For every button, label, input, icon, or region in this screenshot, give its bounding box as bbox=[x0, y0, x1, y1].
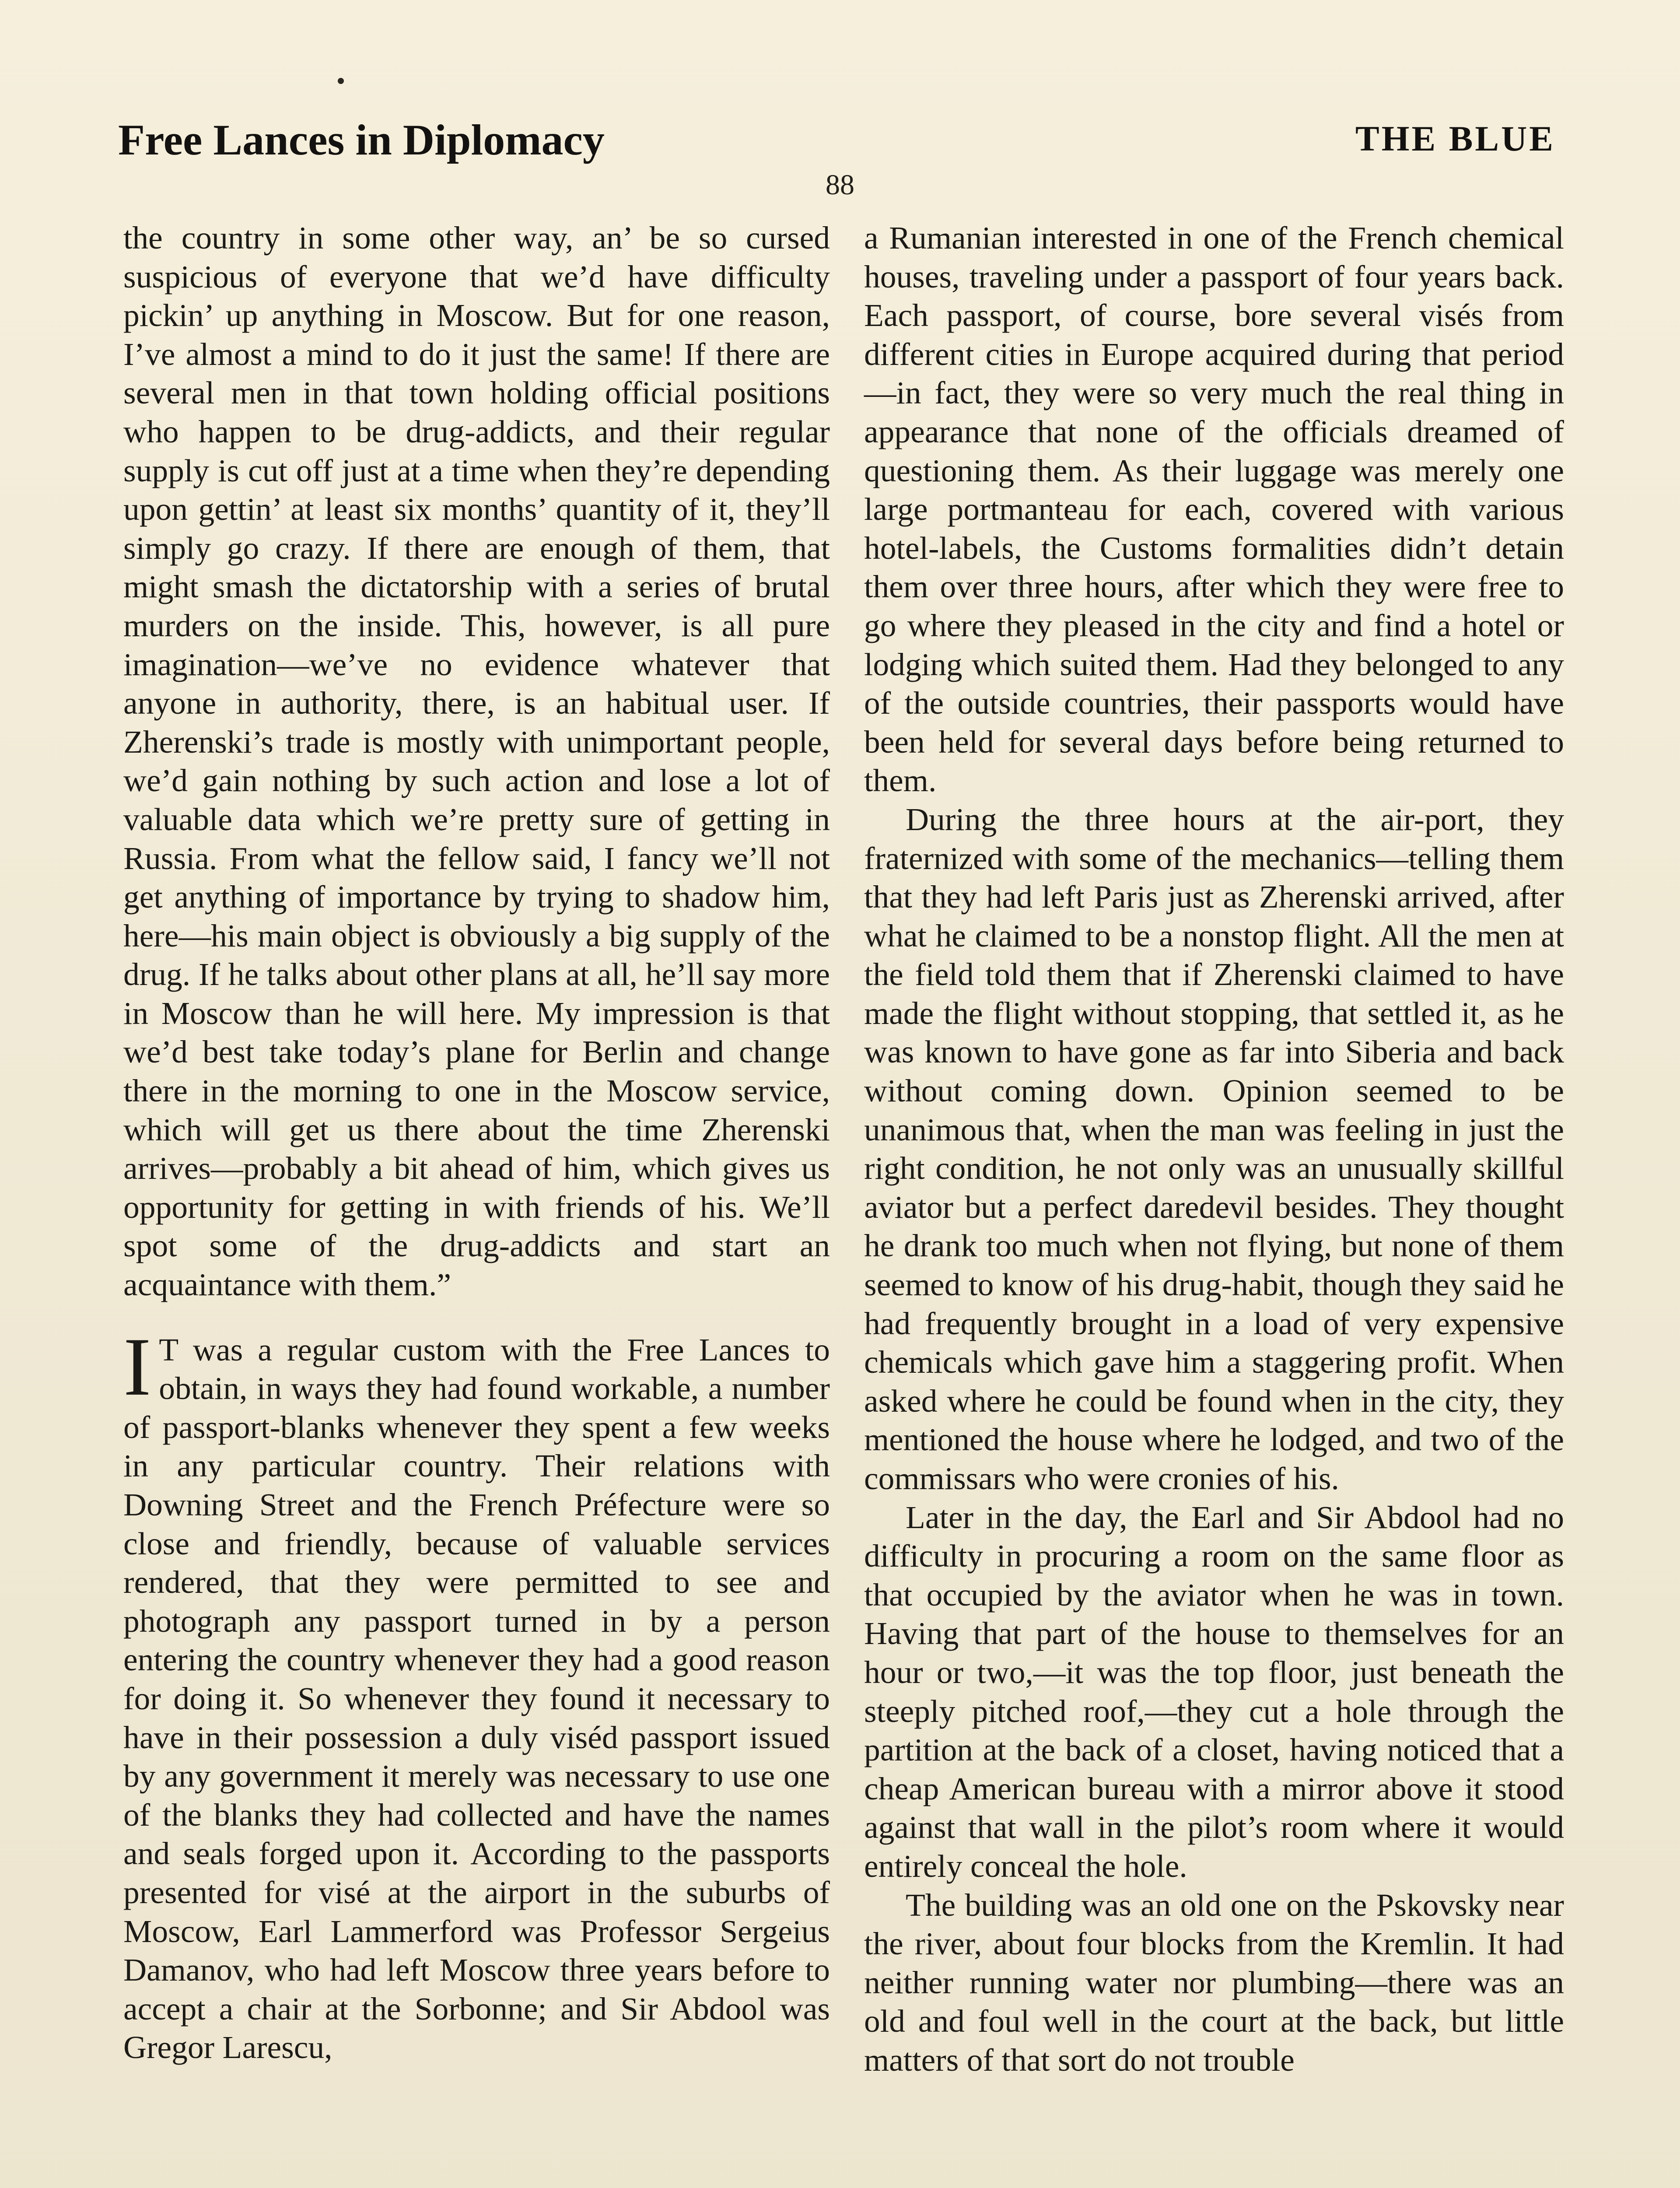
paragraph: the country in some other way, an’ be so cursed suspicious of everyone that we’d have difficulty pickin’ up anything in Moscow. But for one reason, I’ve almost a mind to do it just the same! If there are several men in that town holding official positions who happen to be drug-addicts, and their regular supply is cut off just at a time when they’re depending upon gettin’ at least six months’ quantity of it, they’ll simply go crazy. If there are enough of them, that might smash the dictatorship with a series of brutal murders on the inside. This, however, is all pure imagination—we’ve no evidence whatever that anyone in authority, there, is an habitual user. If Zherenski’s trade is mostly with unimportant people, we’d gain nothing by such action and lose a lot of valuable data which we’re pretty sure of getting in Russia. From what the fellow said, I fancy we’ll not get anything of importance by trying to shadow him, here—his main object is obviously a big supply of the drug. If he talks about other plans at all, he’ll say more in Moscow than he will here. My impression is that we’d best take today’s plane for Berlin and change there in the morning to one in the Moscow service, which will get us there about the time Zherenski arrives—probably a bit ahead of him, which gives us opportunity for getting in with friends of his. We’ll spot some of the drug-addicts and start an acquaintance with them.” bbox=[123, 220, 830, 1303]
paragraph: Later in the day, the Earl and Sir Abdool had no difficulty in procuring a room on the same floor as that occupied by the aviator when he was in town. Having that part of the house to themselves for an hour or two,—it was the top floor, just beneath the steeply pitched roof,—they cut a hole through the partition at the back of a closet, having noticed that a cheap American bureau with a mirror above it stood against that wall in the pilot’s room where it would entirely conceal the hole. bbox=[864, 1499, 1564, 1884]
right-column bbox=[864, 219, 1564, 2080]
left-column bbox=[123, 219, 830, 2067]
ink-dot bbox=[338, 78, 344, 84]
magazine-name: THE BLUE bbox=[1355, 119, 1555, 158]
paragraph: During the three hours at the air-port, they fraternized with some of the mechanics—telling them that they had left Paris just as Zherenski arrived, after what he claimed to be a nonstop flight. All the men at the field told them that if Zherenski claimed to have made the flight without stopping, that settled it, as he was known to have gone as far into Siberia and back without coming down. Opinion seemed to be unanimous that, when the man was feeling in just the right condition, he not only was an unusually skillful aviator but a perfect daredevil besides. They thought he drank too much when not flying, but none of them seemed to know of his drug-habit, though they said he had frequently brought in a load of very expensive chemicals which gave him a staggering profit. When asked where he could be found when in the city, they mentioned the house where he lodged, and two of the commissars who were cronies of his. bbox=[864, 801, 1564, 1496]
page-number: 88 bbox=[826, 169, 854, 201]
story-title: Free Lances in Diplomacy bbox=[118, 116, 605, 164]
section-break bbox=[123, 1304, 830, 1331]
paragraph-dropcap: IT was a regular custom with the Free Lances to obtain, in ways they had found workable, a number of passport-blanks whenever they spent a few weeks in any particular country. Their relations with Downing Street and the French Préfecture were so close and friendly, because of valuable services rendered, that they were permitted to see and photograph any passport turned in by a person entering the country whenever they had a good reason for doing it. So whenever they found it necessary to have in their possession a duly viséd passport issued by any government it merely was necessary to use one of the blanks they had collected and have the names and seals forged upon it. According to the passports presented for visé at the airport in the suburbs of Moscow, Earl Lammerford was Professor Sergeius Damanov, who had left Moscow three years before to accept a chair at the Sorbonne; and Sir Abdool was Gregor Larescu, bbox=[123, 1321, 830, 2065]
paragraph: The building was an old one on the Pskovsky near the river, about four blocks from the Kremlin. It had neither running water nor plumbing—there was an old and foul well in the court at the back, but little matters of that sort do not trouble bbox=[864, 1887, 1564, 2078]
paragraph: a Rumanian interested in one of the French chemical houses, traveling under a passport of four years back. Each passport, of course, bore several visés from different cities in Europe acquired during that period—in fact, they were so very much the real thing in appearance that none of the officials dreamed of questioning them. As their luggage was merely one large portmanteau for each, covered with various hotel-labels, the Customs formalities didn’t detain them over three hours, after which they were free to go where they pleased in the city and find a hotel or lodging which suited them. Had they belonged to any of the outside countries, their passports would have been held for several days before being returned to them. bbox=[864, 220, 1564, 799]
